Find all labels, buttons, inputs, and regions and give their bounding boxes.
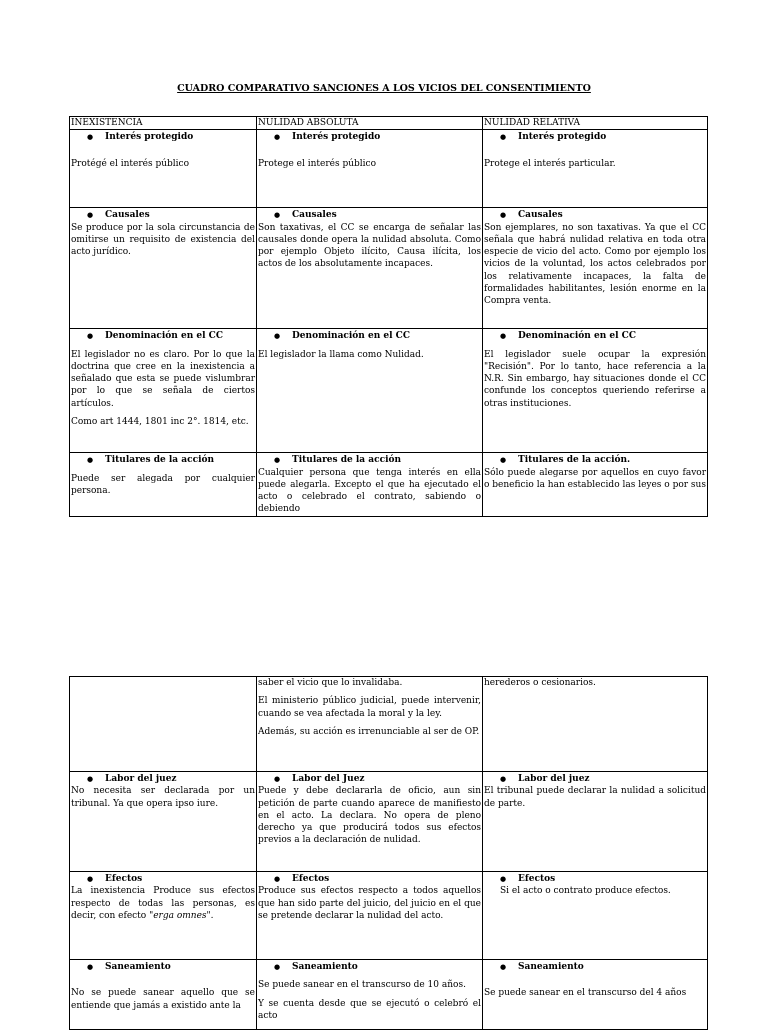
section-heading: ● Efectos [484, 873, 706, 885]
comparison-table-bottom [69, 676, 708, 1030]
cell-labor-absoluta [257, 772, 483, 872]
cell-text: Protégé el interés público [71, 158, 189, 169]
cell-saneamiento-inexistencia [70, 960, 257, 1030]
text-run: ". [206, 910, 214, 921]
section-heading: ● Causales [71, 209, 255, 221]
section-heading: ● Causales [484, 209, 706, 221]
section-heading: ● Labor del Juez [258, 773, 481, 785]
cell-text: Son ejemplares, no son taxativas. Ya que el CC señala que habrá nulidad relativa en toda otra especie de vicio del acto. Como por ejemplo los vicios de la voluntad, los actos celebrados por los relativamente incapaces, la falta de formalidades habilitantes, lesión enorme en la Compra venta. [484, 222, 706, 307]
table-row-titulares-cont [70, 677, 708, 772]
column-header-inexistencia: INEXISTENCIA [70, 117, 257, 130]
cell-saneamiento-absoluta [257, 960, 483, 1030]
cell-text [71, 885, 255, 922]
section-heading: ● Titulares de la acción [258, 454, 481, 466]
section-heading: ● Labor del juez [71, 773, 255, 785]
cell-text: Son taxativas, el CC se encarga de señalar las causales donde opera la nulidad absoluta. Como por ejemplo Objeto ilícito, Causa ilícita, los actos de los absolutamente incapaces. [258, 222, 481, 270]
section-heading: ● Efectos [258, 873, 481, 885]
cell-text: El tribunal puede declarar la nulidad a solicitud de parte. [484, 786, 706, 809]
cell-denominacion-inexistencia [70, 329, 257, 453]
cell-text: El legislador la llama como Nulidad. [258, 349, 424, 360]
column-header-nulidad-absoluta: NULIDAD ABSOLUTA [257, 117, 483, 130]
cell-titulares-cont-relativa [483, 677, 708, 772]
section-heading: ● Saneamiento [258, 961, 481, 973]
section-heading: ● Efectos [71, 873, 255, 885]
section-heading: ● Denominación en el CC [258, 330, 481, 342]
section-heading: ● Denominación en el CC [71, 330, 255, 342]
cell-text: Sólo puede alegarse por aquellos en cuyo favor o beneficio la han establecido las leyes o por sus [484, 467, 706, 490]
cell-efectos-inexistencia [70, 872, 257, 960]
cell-titulares-inexistencia [70, 453, 257, 516]
table-row-titulares [70, 453, 708, 516]
cell-causales-absoluta [257, 208, 483, 329]
cell-text: Se puede sanear en el transcurso de 10 años. [258, 980, 466, 991]
cell-text: saber el vicio que lo invalidaba. [258, 678, 403, 688]
cell-titulares-relativa [483, 453, 708, 516]
cell-denominacion-relativa [483, 329, 708, 453]
cell-labor-relativa [483, 772, 708, 872]
cell-interes-absoluta [257, 130, 483, 208]
cell-titulares-cont-inexistencia [70, 677, 257, 772]
cell-text: Si el acto o contrato produce efectos. [500, 886, 671, 897]
table-row-denominacion [70, 329, 708, 453]
section-heading: ● Interés protegido [258, 131, 481, 143]
cell-text: Se produce por la sola circunstancia de omitirse un requisito de existencia del acto jurídico. [71, 222, 255, 258]
cell-saneamiento-relativa [483, 960, 708, 1030]
column-header-nulidad-relativa: NULIDAD RELATIVA [483, 117, 708, 130]
cell-text: Puede y debe declararla de oficio, aun sin petición de parte cuando aparece de manifiesto en el acto. La declara. No opera de pleno derecho ya que producirá todos sus efectos previos a la declaración de nulidad. [258, 786, 481, 846]
cell-text: El legislador no es claro. Por lo que la doctrina que cree en la inexistencia a señalado que esta se puede vislumbrar por lo que se señala de ciertos artículos. [71, 349, 255, 409]
table-row-causales [70, 208, 708, 329]
comparison-table-top [69, 116, 708, 517]
table-row-labor [70, 772, 708, 872]
section-heading: ● Interés protegido [71, 131, 255, 143]
cell-denominacion-absoluta [257, 329, 483, 453]
latin-term: erga omnes [153, 910, 207, 921]
cell-text: Se puede sanear en el transcurso del 4 años [484, 988, 687, 999]
section-heading: ● Interés protegido [484, 131, 706, 143]
cell-text: Como art 1444, 1801 inc 2°. 1814, etc. [71, 417, 249, 428]
cell-interes-relativa [483, 130, 708, 208]
cell-text: No necesita ser declarada por un tribunal. Ya que opera ipso iure. [71, 786, 255, 809]
cell-causales-inexistencia [70, 208, 257, 329]
cell-text: Y se cuenta desde que se ejecutó o celebró el acto [258, 998, 481, 1021]
cell-text: Cualquier persona que tenga interés en ella puede alegarla. Excepto el que ha ejecutado el acto o celebrado el contrato, sabiendo o debiendo [258, 467, 481, 515]
cell-text: herederos o cesionarios. [484, 678, 596, 688]
cell-labor-inexistencia [70, 772, 257, 872]
cell-text: Protege el interés particular. [484, 158, 616, 169]
page-title: CUADRO COMPARATIVO SANCIONES A LOS VICIOS DEL CONSENTIMIENTO [177, 83, 591, 94]
cell-text: El ministerio público judicial, puede intervenir, cuando se vea afectada la moral y la ley. [258, 696, 481, 719]
header-row [70, 117, 708, 130]
cell-interes-inexistencia [70, 130, 257, 208]
cell-titulares-cont-absoluta [257, 677, 483, 772]
table-row-efectos [70, 872, 708, 960]
cell-efectos-absoluta [257, 872, 483, 960]
cell-text: Protege el interés público [258, 158, 376, 169]
section-heading: ● Causales [258, 209, 481, 221]
text-run: La inexistencia Produce sus efectos respecto de todas las personas, es decir, con efecto " [71, 886, 255, 921]
cell-text: El legislador suele ocupar la expresión "Recisión". Por lo tanto, hace referencia a la N.R. Sin embargo, hay situaciones donde el CC confunde los conceptos queriendo referirse a otras instituciones. [484, 349, 706, 409]
section-heading: ● Titulares de la acción. [484, 454, 706, 466]
section-heading: ● Saneamiento [71, 961, 255, 973]
cell-text: No se puede sanear aquello que se entiende que jamás a existido ante la [71, 988, 255, 1011]
section-heading: ● Saneamiento [484, 961, 706, 973]
cell-text: Puede ser alegada por cualquier persona. [71, 473, 255, 496]
cell-text: Produce sus efectos respecto a todos aquellos que han sido parte del juicio, del juicio en el que se pretende declarar la nulidad del acto. [258, 886, 481, 921]
section-heading: ● Titulares de la acción [71, 454, 255, 466]
table-row-saneamiento [70, 960, 708, 1030]
cell-causales-relativa [483, 208, 708, 329]
section-heading: ● Denominación en el CC [484, 330, 706, 342]
section-heading: ● Labor del juez [484, 773, 706, 785]
cell-efectos-relativa [483, 872, 708, 960]
cell-titulares-absoluta [257, 453, 483, 516]
cell-text: Además, su acción es irrenunciable al ser de OP. [258, 726, 480, 737]
table-row-interes [70, 130, 708, 208]
